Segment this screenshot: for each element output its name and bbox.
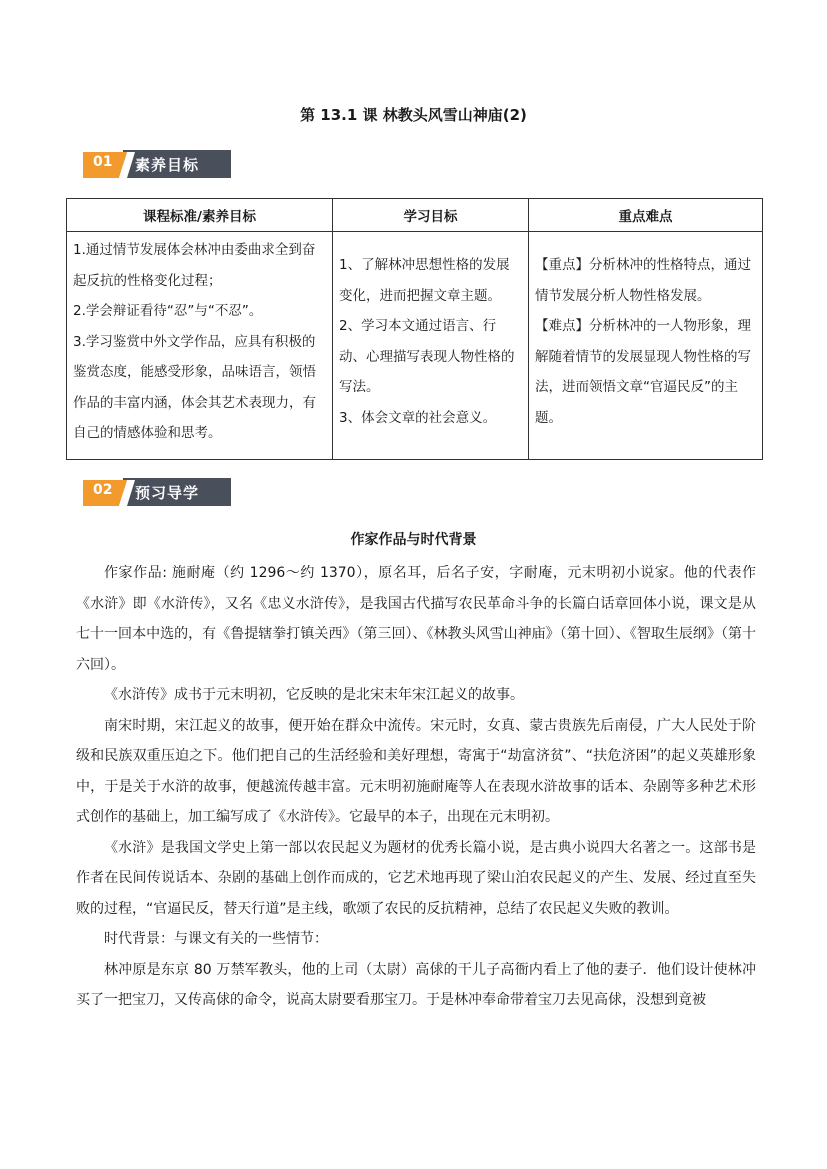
body-text — [76, 558, 756, 1016]
section-badge-preview — [83, 476, 233, 508]
table-row — [67, 232, 763, 460]
cell-text: 2、学习本文通过语言、行动、心理描写表现人物性格的写法。 — [339, 318, 515, 395]
goals-table — [66, 198, 763, 460]
section-badge-literacy-goals — [83, 148, 233, 180]
cell-text: 3、体会文章的社会意义。 — [339, 409, 497, 426]
table-cell-standards — [67, 232, 333, 460]
section-number: 01 — [93, 154, 113, 170]
section-heading: 作家作品与时代背景 — [350, 532, 477, 548]
table-cell-learning-goals — [333, 232, 529, 460]
cell-text: 1、了解林冲思想性格的发展变化，进而把握文章主题。 — [339, 257, 510, 304]
cell-text: 【重点】分析林冲的性格特点，通过情节发展分析人物性格发展。 — [535, 257, 751, 304]
section-label: 预习导学 — [135, 484, 200, 502]
paragraph: 南宋时期，宋江起义的故事，便开始在群众中流传。宋元时，女真、蒙古贵族先后南侵，广大人民处于阶级和民族双重压迫之下。他们把自己的生活经验和美好理想，寄寓于“劫富济贫”、“扶危济困”的起义英雄形象中，于是关于水浒的故事，便越流传越丰富。元末明初施耐庵等人在表现水浒故事的话本、杂剧等多种艺术形式创作的基础上，加工编写成了《水浒传》。它最早的本子，出现在元末明初。 — [76, 717, 756, 825]
table-header: 课程标准/素养目标 — [67, 199, 333, 232]
page-title: 第 13.1 课 林教头风雪山神庙(2) — [300, 106, 527, 124]
table-header: 学习目标 — [333, 199, 529, 232]
paragraph: 《水浒》是我国文学史上第一部以农民起义为题材的优秀长篇小说，是古典小说四大名著之一。这部书是作者在民间传说话本、杂剧的基础上创作而成的，它艺术地再现了梁山泊农民起义的产生、发展、经过直至失败的过程，“官逼民反，替天行道”是主线，歌颂了农民的反抗精神，总结了农民起义失败的教训。 — [76, 839, 756, 917]
cell-text: 2.学会辩证看待“忍”与“不忍”。 — [73, 303, 263, 319]
cell-text: 3.学习鉴赏中外文学作品，应具有积极的鉴赏态度，能感受形象，品味语言，领悟作品的丰富内涵，体会其艺术表现力，有自己的情感体验和思考。 — [73, 333, 316, 441]
section-label: 素养目标 — [135, 156, 200, 174]
table-header: 重点难点 — [529, 199, 763, 232]
table-header-row — [67, 199, 763, 232]
section-number: 02 — [93, 482, 113, 498]
paragraph: 作家作品: 施耐庵（约 1296～约 1370），原名耳，后名子安，字耐庵，元末明初小说家。他的代表作《水浒》即《水浒传》，又名《忠义水浒传》，是我国古代描写农民革命斗争的长篇白话章回体小说，课文是从七十一回本中选的，有《鲁提辖拳打镇关西》（第三回）、《林教头风雪山神庙》（第十回）、《智取生辰纲》（第十六回）。 — [76, 565, 756, 673]
table-cell-key-points — [529, 232, 763, 460]
paragraph: 林冲原是东京 80 万禁军教头，他的上司（太尉）高俅的干儿子高衙内看上了他的妻子．他们设计使林冲买了一把宝刀，又传高俅的命令，说高太尉要看那宝刀。于是林冲奉命带着宝刀去见高俅，没想到竟被 — [76, 961, 756, 1008]
cell-text: 1.通过情节发展体会林冲由委曲求全到奋起反抗的性格变化过程； — [73, 242, 316, 289]
paragraph: 时代背景：与课文有关的一些情节： — [104, 931, 328, 947]
cell-text: 【难点】分析林冲的一人物形象，理解随着情节的发展显现人物性格的写法，进而领悟文章“官逼民反”的主题。 — [535, 318, 751, 426]
paragraph: 《水浒传》成书于元末明初，它反映的是北宋末年宋江起义的故事。 — [104, 687, 524, 703]
